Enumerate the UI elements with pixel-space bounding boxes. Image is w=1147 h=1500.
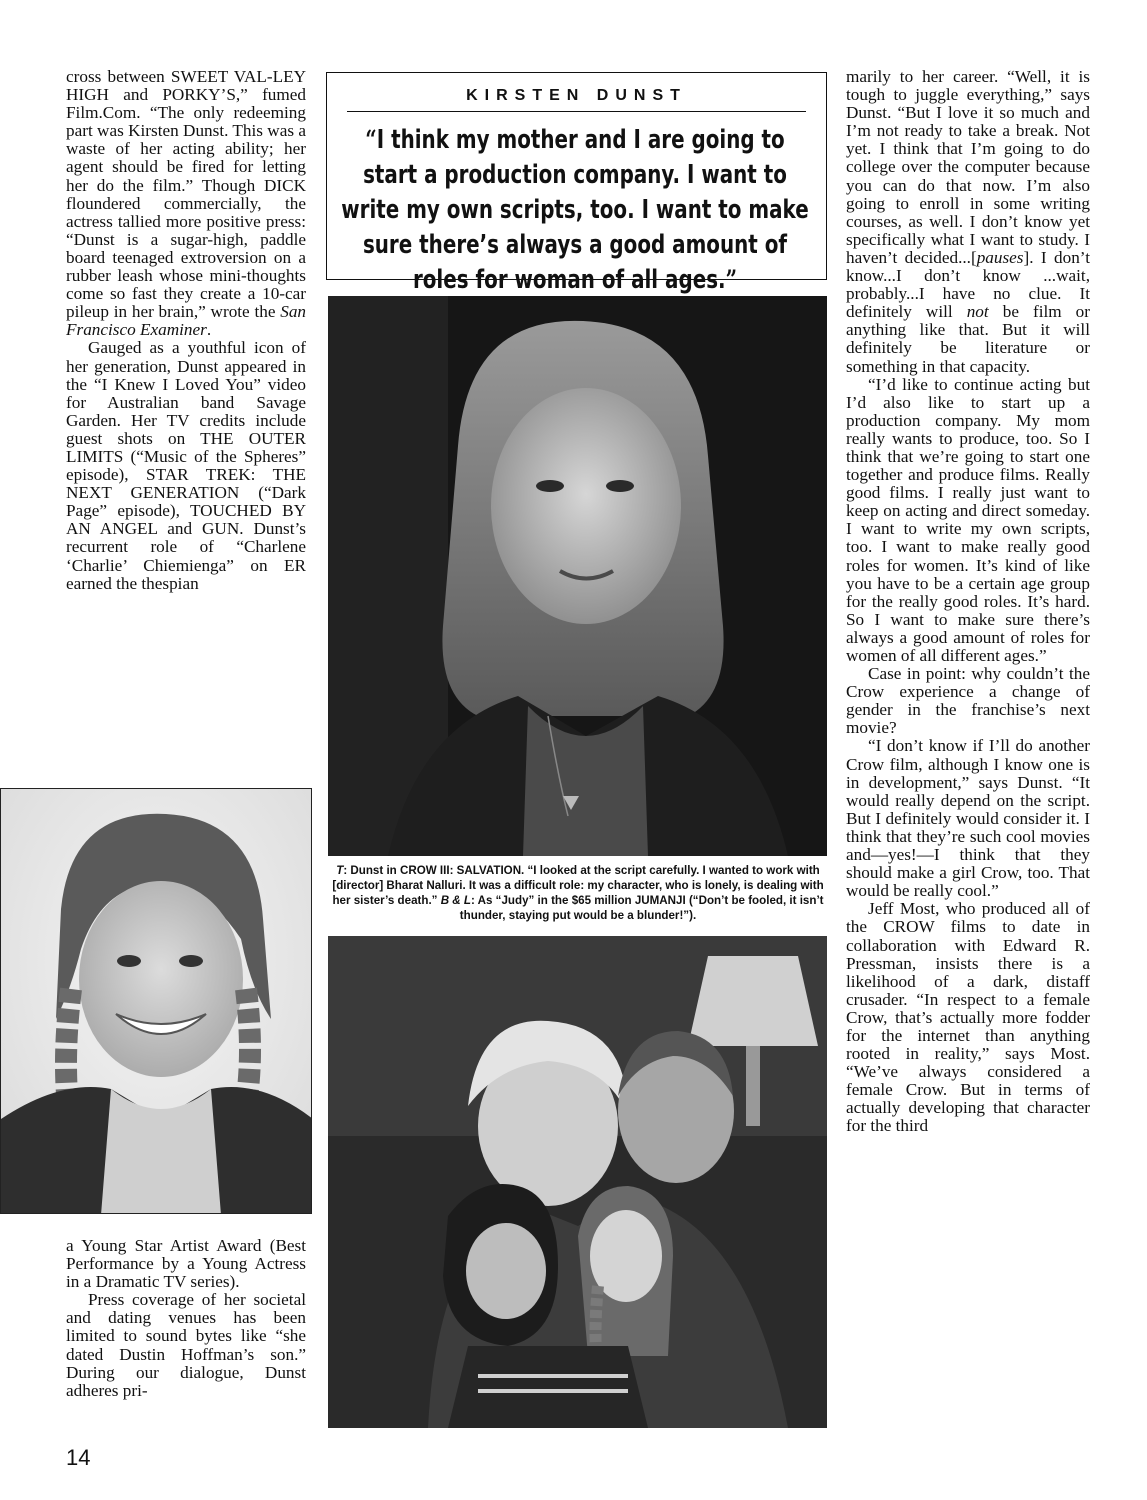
- pull-quote-box: [326, 72, 827, 295]
- open-quote-mark: “: [365, 125, 377, 155]
- paragraph: a Young Star Artist Award (Best Performance by a Young Actress in a Dramatic TV series).: [66, 1236, 306, 1292]
- jumanji-photo-illustration: [328, 936, 827, 1428]
- paragraph: Jeff Most, who produced all of the CROW films to date in collaboration with Edward R. Pressman, insists there is a likelihood of a dark, distaff crusader. “In respect to a female Crow, that’s actually more fodder for the internet than anything rooted in reality,” says Most. “We’ve always considered a female Crow. But in terms of actually developing that character for the third: [846, 899, 1090, 1136]
- paragraph: marily to her career. “Well, it is tough to juggle everything,” says Dunst. “But I love it so much and I’m not ready to take a break. Not yet. I think that I’m going to do college over the computer because you can do that now. I’m also going to enroll in some writing courses, as well. I don’t know yet specifically what I want to study. I haven’t decided...[pauses]. I don’t know...I don’t know ...wait, probably...I have no clue. It definitely will not be film or anything like that. But it will definitely be literature or something in that capacity.: [846, 67, 1090, 376]
- photo-caption: T: Dunst in CROW III: SALVATION. “I looked at the script carefully. I wanted to work with [director] Bharat Nalluri. It was a difficult role: my character, who is lonely, is dealing with her sister’s death.” B & L: As “Judy” in the $65 million JUMANJI (“Don’t be fooled, it isn’t thunder, staying put would be a blunder!”).: [332, 864, 824, 922]
- paragraph: “I’d like to continue acting but I’d also like to start up a production company. My mom really wants to produce, too. So I think that we’re going to start one together and produce films. Really good films. I really just want to keep on acting and direct someday. I want to write my own scripts, too. I want to make really good roles for women. It’s kind of like you have to be a certain age group for the really good roles. It’s hard. So I want to make sure there’s always a good amount of roles for women of all different ages.”: [846, 374, 1090, 665]
- page-number: 14: [66, 1445, 91, 1470]
- left-column-bottom: [66, 1237, 306, 1400]
- crow-salvation-photo-illustration: [328, 296, 827, 856]
- right-column: [846, 68, 1090, 1136]
- paragraph: Case in point: why couldn’t the Crow experience a change of gender in the franchise’s next movie?: [846, 664, 1090, 738]
- jumanji-photo: [328, 936, 827, 1428]
- left-column-top: [66, 68, 306, 593]
- paragraph: “I don’t know if I’ll do another Crow film, although I know one is in development,” says Dunst. “It would really depend on the script. But I definitely would consider it. I think that they’re such cool movies and—yes!—I think that they should make a girl Crow, too. That would be really cool.”: [846, 736, 1090, 901]
- publication-name: San Francisco Examiner: [66, 302, 306, 340]
- paragraph: cross between SWEET VAL-LEY HIGH and PORKY’S,” fumed Film.Com. “The only redeeming part was Kirsten Dunst. This was a waste of her acting ability; her agent should be fired for letting her do the film.” Though DICK floundered commercially, the actress tallied more positive press: “Dunst is a sugar-high, paddle board teenaged extroversion on a rubber leash whose mini-thoughts come so fast they create a 10-car pileup in her brain,” wrote the San Francisco Examiner.: [66, 67, 306, 340]
- caption-label-top: T: [336, 864, 344, 877]
- caption-label-bottom-left: B & L: [440, 894, 471, 907]
- pull-quote-text: “I think my mother and I are going to start a production company. I want to write my own scripts, too. I want to make sure there’s always a good amount of roles for woman of all ages.”: [341, 125, 809, 295]
- portrait-photo-illustration: [1, 789, 312, 1214]
- close-quote-mark: ”: [725, 265, 738, 295]
- crow-salvation-photo: [328, 296, 827, 856]
- paragraph: Gauged as a youthful icon of her generation, Dunst appeared in the “I Knew I Loved You” video for Australian band Savage Garden. Her TV credits include guest shots on THE OUTER LIMITS (“Music of the Spheres” episode), STAR TREK: THE NEXT GENERATION (“Dark Page” episode), TOUCHED BY AN ANGEL and GUN. Dunst’s recurrent role of “Charlene ‘Charlie’ Chiemienga” on ER earned the thespian: [66, 338, 306, 593]
- paragraph: Press coverage of her societal and dating venues has been limited to sound bytes like “she dated Dustin Hoffman’s son.” During our dialogue, Dunst adheres pri-: [66, 1290, 306, 1400]
- pull-quote-header: KIRSTEN DUNST: [347, 87, 806, 112]
- portrait-photo-braids: [0, 788, 312, 1214]
